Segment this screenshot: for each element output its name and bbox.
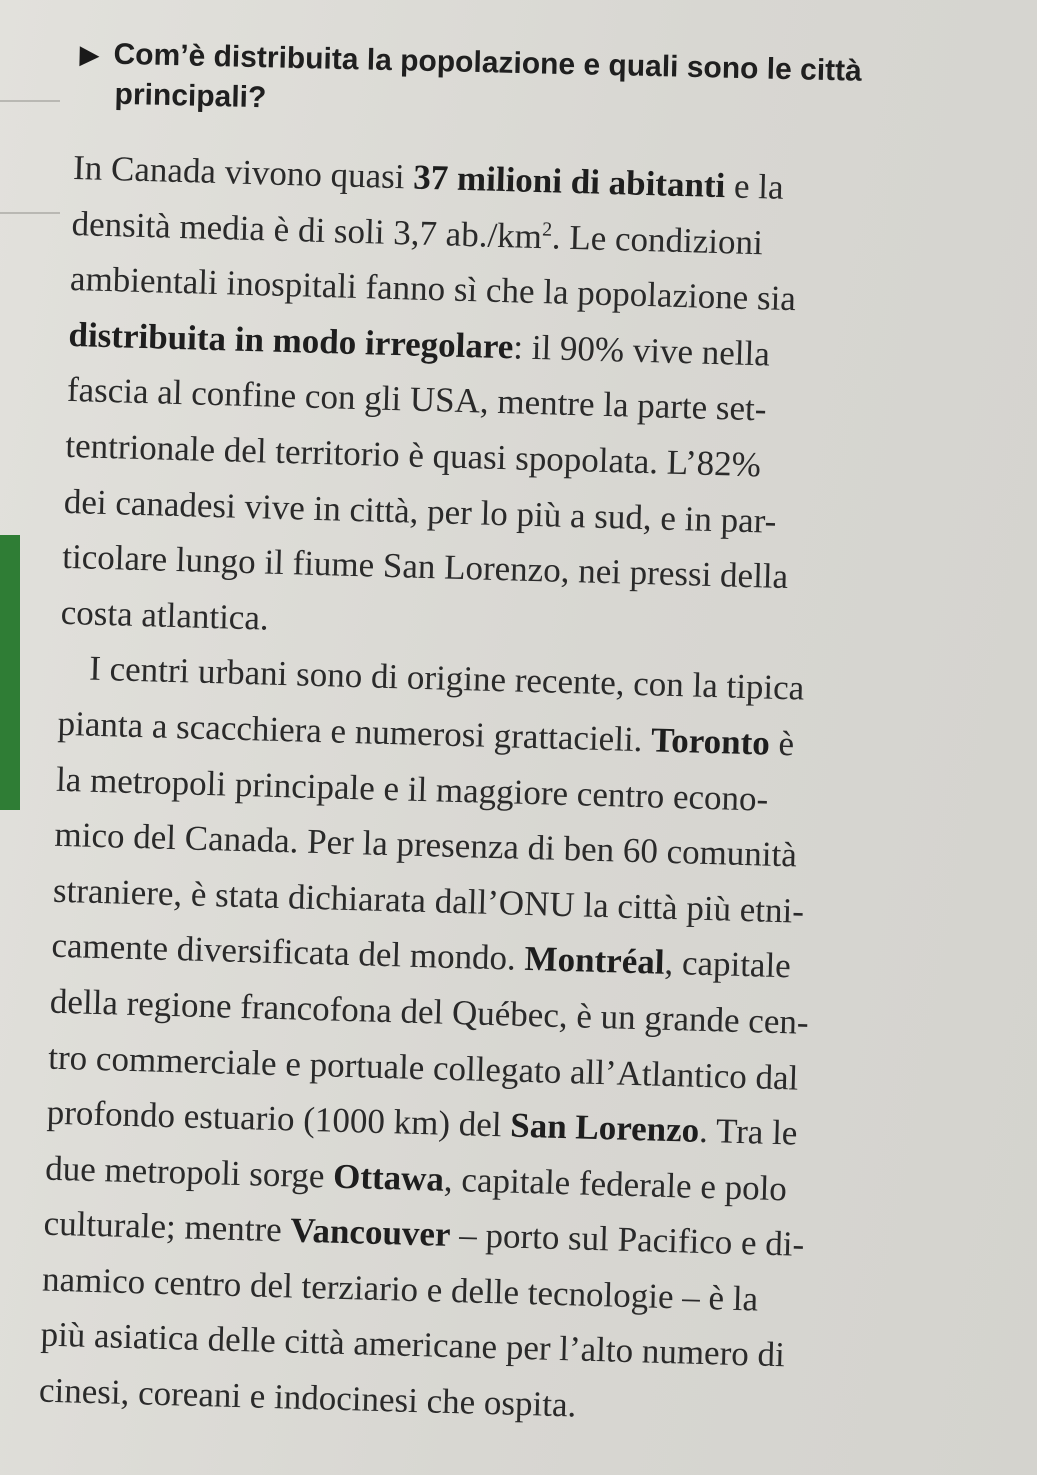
text-line: mico del Canada. Per la presenza di ben 60 comunità — [54, 814, 798, 875]
body-text — [38, 140, 1013, 1444]
text-line: ambientali inospitali fanno sì che la popolazione sia — [69, 259, 797, 319]
margin-rule — [0, 100, 60, 102]
text-line: densità media è di soli 3,7 $ab./km^2$. Le condizioni — [71, 203, 764, 262]
heading-line: ▶ Com’è distribuita la popolazione e quali sono le città — [79, 34, 1025, 95]
text-line: straniere, è stata dichiarata dall’ONU la città più etni- — [52, 870, 805, 931]
text-line: due metropoli sorge Ottawa, capitale federale e polo — [44, 1148, 788, 1208]
text-line: dei canadesi vive in città, per lo più a sud, e in par- — [63, 481, 777, 541]
text-line: tentrionale del territorio è quasi spopolata. L’82% — [64, 425, 762, 485]
text-line: tro commerciale e portuale collegato all’Atlantico dal — [47, 1037, 799, 1098]
text-line: namico centro del terziario e delle tecnologie – è la — [41, 1259, 759, 1319]
section-color-tab — [0, 535, 20, 810]
text-line: culturale; mentre Vancouver – porto sul Pacifico e di- — [43, 1203, 805, 1265]
text-line: cinesi, coreani e indocinesi che ospita. — [38, 1370, 577, 1425]
text-line: più asiatica delle città americane per l’alto numero di — [40, 1315, 786, 1375]
text-line: In Canada vivono quasi 37 milioni di abitanti e la — [72, 147, 785, 207]
text-line: pianta a scacchiera e numerosi grattacieli. Toronto è — [57, 703, 795, 764]
text-line: ticolare lungo il fiume San Lorenzo, nei pressi della — [61, 537, 789, 597]
margin-rule — [0, 212, 60, 214]
text-line: profondo estuario (1000 km) del San Lorenzo. Tra le — [46, 1092, 798, 1153]
triangle-right-icon: ▶ — [79, 38, 100, 70]
section-heading — [78, 34, 1025, 135]
text-line: la metropoli principale e il maggiore centro econo- — [55, 759, 769, 819]
text-line: della regione francofona del Québec, è un grande cen- — [49, 981, 810, 1042]
text-line: distribuita in modo irregolare: il 90% vive nella — [68, 314, 771, 374]
text-line: I centri urbani sono di origine recente, con la tipica — [88, 648, 805, 708]
text-line: costa atlantica. — [60, 592, 270, 638]
text-line: fascia al confine con gli USA, mentre la parte set- — [66, 370, 768, 429]
text-line: camente diversificata del mondo. Montréal, capitale — [50, 926, 792, 986]
heading-line: principali? — [114, 77, 267, 115]
